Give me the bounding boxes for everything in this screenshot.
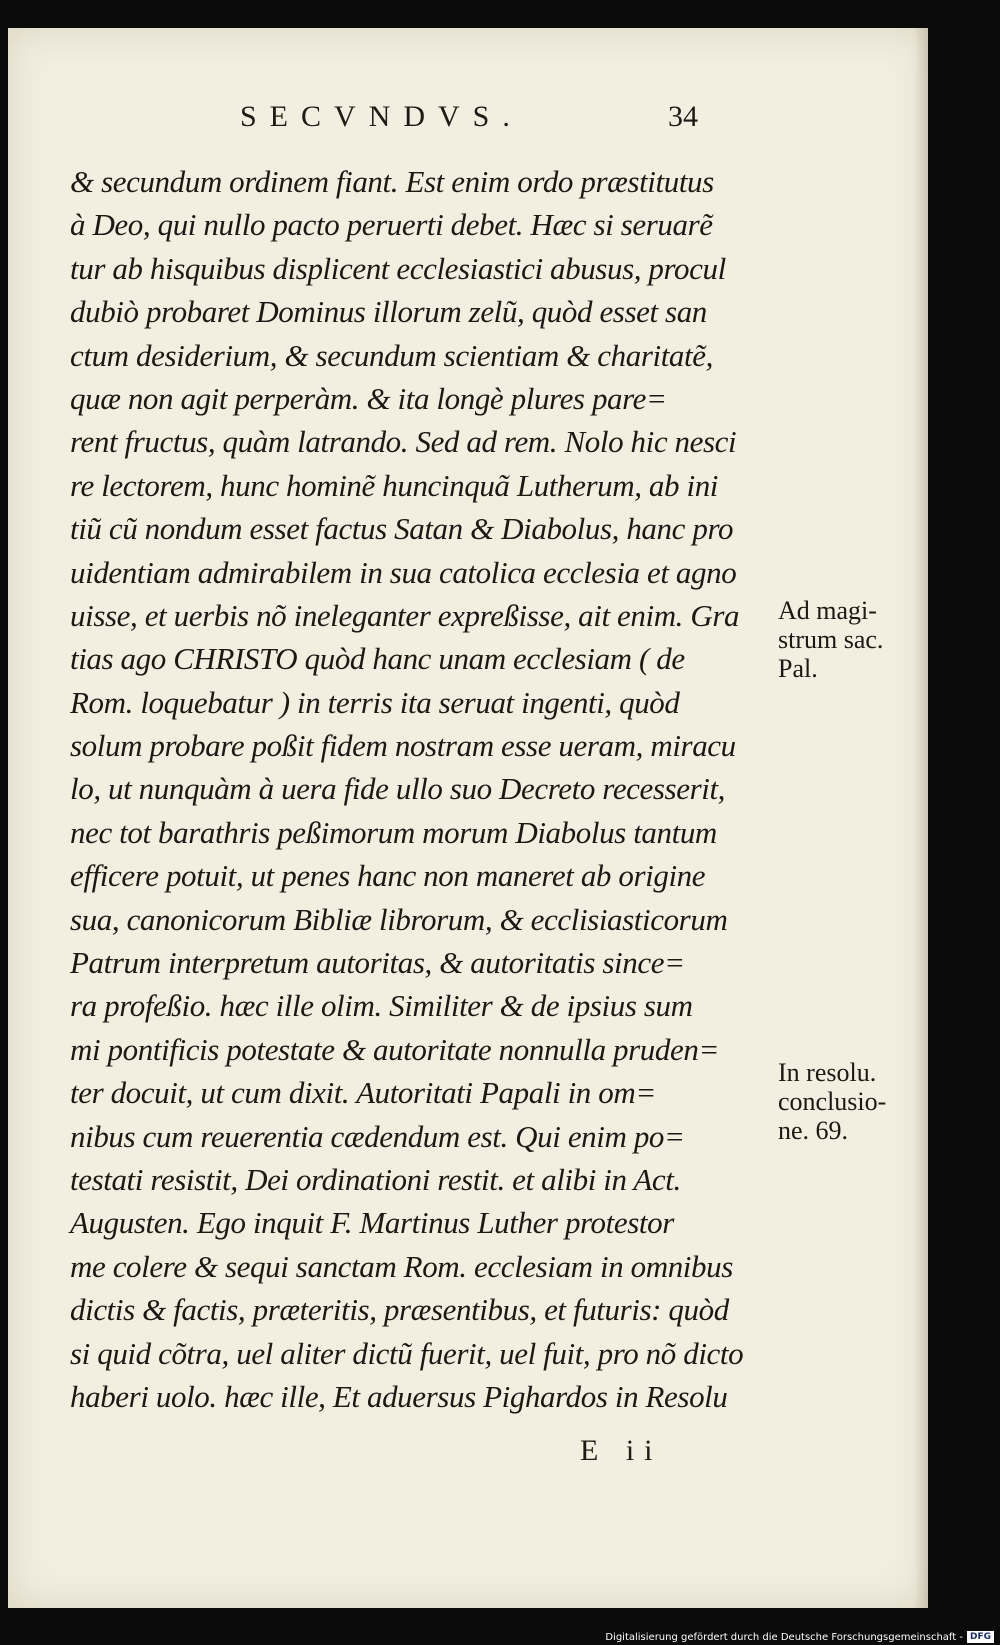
text-line: & secundum ordinem fiant. Est enim ordo præstitutus — [70, 164, 714, 199]
main-text-block — [70, 160, 770, 1418]
text-line: dictis & factis, præteritis, præsentibus, et futuris: quòd — [70, 1292, 729, 1328]
text-line: lo, ut nunquàm à uera fide ullo suo Decreto recesserit, — [70, 771, 726, 807]
text-line: dubiò probaret Dominus illorum zelũ, quòd esset san — [70, 294, 707, 330]
text-line: si quid cõtra, uel aliter dictũ fuerit, uel fuit, pro nõ dicto — [70, 1335, 744, 1371]
text-line: nibus cum reuerentia cædendum est. Qui enim po= — [70, 1118, 685, 1154]
text-line: Augusten. Ego inquit F. Martinus Luther protestor — [70, 1205, 674, 1241]
text-line: rent fructus, quàm latrando. Sed ad rem. Nolo hic nesci — [70, 424, 737, 460]
text-line: quæ non agit perperàm. & ita longè plures pare= — [70, 380, 667, 416]
margin-note-line: strum sac. — [778, 625, 884, 654]
text-line: à Deo, qui nullo pacto peruerti debet. Hæc si seruarẽ — [70, 207, 713, 243]
margin-note-line: ne. 69. — [778, 1116, 849, 1145]
text-line: Patrum interpretum autoritas, & autoritatis since= — [70, 945, 685, 981]
text-line: nec tot barathris peßimorum morum Diabolus tantum — [70, 814, 717, 850]
text-line: solum probare poßit fidem nostram esse ueram, miracu — [70, 728, 736, 764]
page-number: 34 — [668, 100, 698, 133]
margin-note — [778, 1058, 918, 1145]
text-line: me colere & sequi sanctam Rom. ecclesiam in omnibus — [70, 1248, 733, 1284]
text-line: tur ab hisquibus displicent ecclesiastici abusus, procul — [70, 250, 726, 286]
text-line: uidentiam admirabilem in sua catolica ecclesia et agno — [70, 554, 737, 590]
text-line: Rom. loquebatur ) in terris ita seruat ingenti, quòd — [70, 684, 680, 720]
text-line: efficere potuit, ut penes hanc non maneret ab origine — [70, 858, 706, 894]
credit-text: Digitalisierung gefördert durch die Deutsche Forschungsgemeinschaft - — [605, 1631, 963, 1643]
text-line: tiũ cũ nondum esset factus Satan & Diabolus, hanc pro — [70, 511, 734, 547]
signature-mark: E ii — [580, 1434, 663, 1467]
margin-note — [778, 596, 918, 683]
margin-note-line: conclusio- — [778, 1087, 887, 1116]
text-line: haberi uolo. hæc ille, Et aduersus Pighardos in Resolu — [70, 1378, 728, 1414]
running-head: SECVNDVS. — [240, 100, 523, 133]
text-line: ter docuit, ut cum dixit. Autoritati Papali in om= — [70, 1075, 656, 1111]
margin-note-line: Pal. — [778, 654, 818, 683]
book-page — [8, 28, 928, 1608]
dfg-logo: DFG — [967, 1631, 994, 1643]
text-line: ra profeßio. hæc ille olim. Similiter & de ipsius sum — [70, 988, 693, 1024]
text-line: uisse, et uerbis nõ ineleganter expreßisse, ait enim. Gra — [70, 597, 740, 633]
text-line: re lectorem, hunc hominẽ huncinquã Lutherum, ab ini — [70, 467, 719, 503]
text-line: ctum desiderium, & secundum scientiam & charitatẽ, — [70, 337, 713, 373]
digitization-credit — [605, 1631, 994, 1643]
margin-note-line: Ad magi- — [778, 596, 877, 625]
text-line: sua, canonicorum Bibliæ librorum, & ecclisiasticorum — [70, 901, 728, 937]
text-line: tias ago CHRISTO quòd hanc unam ecclesiam ( de — [70, 641, 685, 677]
text-line: testati resistit, Dei ordinationi restit. et alibi in Act. — [70, 1161, 681, 1197]
text-line: mi pontificis potestate & autoritate nonnulla pruden= — [70, 1031, 719, 1067]
margin-note-line: In resolu. — [778, 1058, 877, 1087]
